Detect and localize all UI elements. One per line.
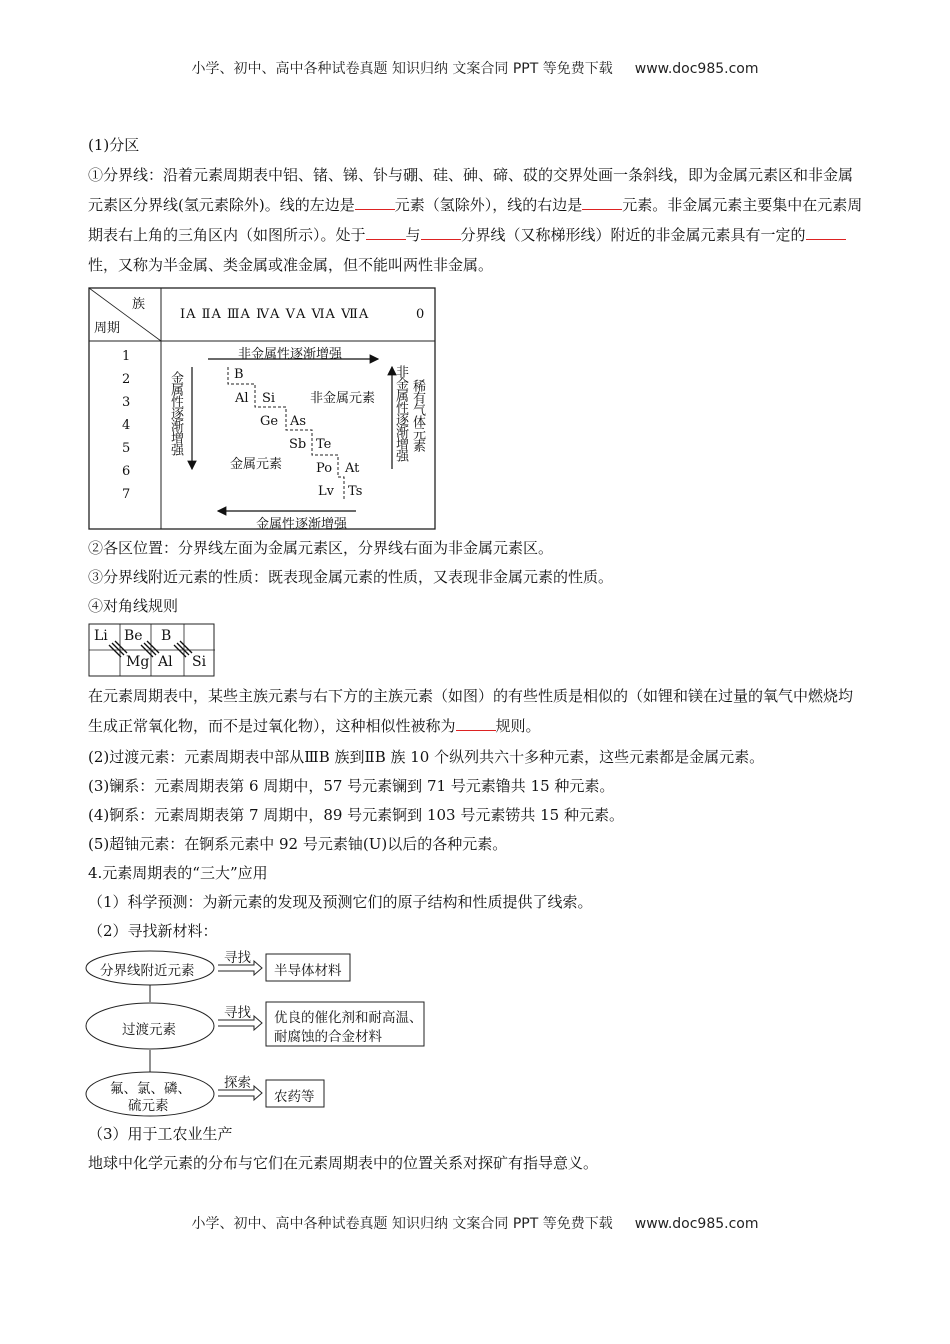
element-te: Te — [316, 437, 332, 452]
bottom-arrow-label: 金属性逐渐增强 — [256, 517, 348, 532]
group-headers: ⅠA ⅡA ⅢA ⅣA ⅤA ⅥA ⅦA — [180, 307, 370, 322]
ellipse-fcps-line1: 氟、氯、磷、 — [110, 1081, 191, 1097]
element-si: Si — [262, 391, 276, 406]
verb-seek-1: 寻找 — [224, 950, 251, 966]
element-b: B — [234, 367, 244, 382]
part4-item1: （1）科学预测：为新元素的发现及预测它们的原子结构和性质提供了线索。 — [88, 893, 593, 911]
footer-url[interactable]: www.doc985.com — [634, 1216, 759, 1232]
metal-area-label: 金属元素 — [230, 457, 283, 472]
part4-title: 4.元素周期表的“三大”应用 — [88, 864, 268, 882]
blank-6 — [456, 712, 496, 731]
corner-group-label: 族 — [132, 297, 146, 312]
partition-figure-lines — [88, 287, 436, 530]
box-catalyst-line2: 耐腐蚀的合金材料 — [274, 1029, 382, 1045]
section1-paragraph4: ④对角线规则 — [88, 597, 179, 615]
box-semiconductor: 半导体材料 — [274, 963, 342, 979]
p1-text-c: 元素。非金属元素主要集中在元素周期表右上角的三角区内（如图所示）。处于 — [88, 196, 863, 244]
blank-5 — [806, 221, 846, 240]
ellipse-transition-elements: 过渡元素 — [122, 1022, 176, 1038]
element-po: Po — [316, 461, 333, 476]
verb-seek-2: 寻找 — [224, 1005, 251, 1021]
element-lv: Lv — [318, 484, 334, 499]
period-2: 2 — [122, 372, 131, 387]
main-content — [88, 130, 863, 1178]
page-footer — [0, 1213, 950, 1233]
group-zero: 0 — [416, 307, 425, 322]
header-url[interactable]: www.doc985.com — [634, 61, 759, 77]
blank-1 — [355, 191, 395, 210]
header-text: 小学、初中、高中各种试卷真题 知识归纳 文案合同 PPT 等免费下载 — [191, 61, 613, 77]
p1-text-a: ①分界线：沿着元素周期表中铝、锗、锑、钋与硼、硅、砷、碲、砹的交界处画一条斜线，即为金属元素区和非金属元素区分界线(氢元素除外)。线的左边是 — [88, 166, 854, 214]
nonmetal-area-label: 非金属元素 — [310, 391, 376, 406]
part4-item2: （2）寻找新材料： — [88, 922, 218, 940]
page-header — [0, 58, 950, 78]
period-1: 1 — [122, 349, 131, 364]
section1-paragraph5 — [88, 681, 863, 741]
section1-paragraph3: ③分界线附近元素的性质：既表现金属元素的性质，又表现非金属元素的性质。 — [88, 568, 614, 586]
section2-paragraph: (2)过渡元素：元素周期表中部从ⅢB 族到ⅡB 族 10 个纵列共六十多种元素，这些元素都是金属元素。 — [88, 748, 765, 766]
diag-li: Li — [94, 628, 108, 644]
ellipse-boundary-elements: 分界线附近元素 — [100, 963, 195, 979]
element-ts: Ts — [348, 484, 363, 499]
ellipse-fcps-line2: 硫元素 — [128, 1098, 169, 1114]
right-vertical-label: 非金属性逐渐增强 — [393, 365, 408, 461]
corner-period-label: 周期 — [94, 321, 121, 336]
period-4: 4 — [122, 418, 131, 433]
diag-mg: Mg — [126, 654, 150, 670]
p5-text-a: 在元素周期表中，某些主族元素与右下方的主族元素（如图）的有些性质是相似的（如锂和镁在过量的氧气中燃烧均生成正常氧化物，而不是过氧化物），这种相似性被称为 — [88, 687, 854, 735]
blank-3 — [366, 221, 406, 240]
blank-2 — [582, 191, 622, 210]
verb-explore: 探索 — [224, 1075, 251, 1091]
element-as: As — [290, 414, 307, 429]
left-vertical-label: 金属性逐渐增强 — [168, 371, 183, 455]
period-7: 7 — [122, 487, 131, 502]
p1-text-f: 性，又称为半金属、类金属或准金属，但不能叫两性非金属。 — [88, 256, 494, 274]
diag-b: B — [161, 628, 172, 644]
diag-si: Si — [192, 654, 207, 670]
part4-item3: （3）用于工农业生产 — [88, 1125, 233, 1143]
element-at: At — [345, 461, 360, 476]
period-6: 6 — [122, 464, 131, 479]
element-al: Al — [235, 391, 249, 406]
section1-paragraph1 — [88, 160, 863, 280]
box-catalyst-line1: 优良的催化剂和耐高温、 — [274, 1010, 423, 1026]
top-arrow-label: 非金属性逐渐增强 — [238, 347, 343, 362]
p1-text-b: 元素（氢除外），线的右边是 — [394, 196, 583, 214]
diag-al: Al — [158, 654, 173, 670]
box-pesticide: 农药等 — [274, 1089, 315, 1105]
diagonal-rule-figure — [88, 623, 216, 678]
section4-paragraph: (4)锕系：元素周期表第 7 周期中，89 号元素锕到 103 号元素铹共 15 种元素。 — [88, 806, 624, 824]
periodic-partition-figure — [88, 287, 436, 530]
rare-gas-label: 稀有气体元素 — [410, 379, 425, 451]
period-3: 3 — [122, 395, 131, 410]
section3-paragraph: (3)镧系：元素周期表第 6 周期中，57 号元素镧到 71 号元素镥共 15 种元素。 — [88, 777, 615, 795]
footer-text: 小学、初中、高中各种试卷真题 知识归纳 文案合同 PPT 等免费下载 — [191, 1216, 613, 1232]
p1-text-d: 与 — [405, 226, 421, 244]
section5-paragraph: (5)超铀元素：在锕系元素中 92 号元素铀(U)以后的各种元素。 — [88, 835, 508, 853]
p5-text-b: 规则。 — [495, 717, 541, 735]
section1-paragraph2: ②各区位置：分界线左面为金属元素区，分界线右面为非金属元素区。 — [88, 539, 554, 557]
element-ge: Ge — [260, 414, 279, 429]
part4-last-paragraph: 地球中化学元素的分布与它们在元素周期表中的位置关系对探矿有指导意义。 — [88, 1154, 599, 1172]
p1-text-e: 分界线（又称梯形线）附近的非金属元素具有一定的 — [460, 226, 806, 244]
new-materials-flow-figure — [84, 948, 444, 1120]
blank-4 — [421, 221, 461, 240]
diag-be: Be — [124, 628, 143, 644]
section1-title: (1)分区 — [88, 136, 140, 154]
period-5: 5 — [122, 441, 131, 456]
element-sb: Sb — [289, 437, 307, 452]
